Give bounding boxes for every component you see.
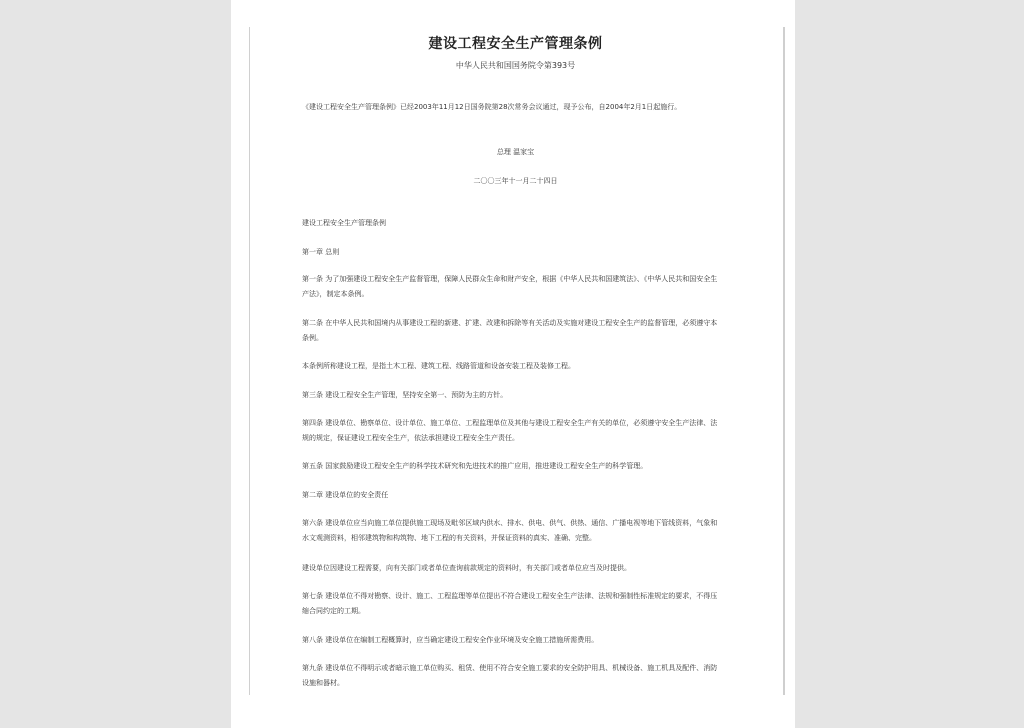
article-6: 第六条 建设单位应当向施工单位提供施工现场及毗邻区域内供水、排水、供电、供气、供热、通信、广播电视等地下管线资料，气象和水文观测资料，相邻建筑物和构筑物、地下工程的有关资料，并保证资料的真实、准确、完整。 [302,519,718,542]
chapter-heading: 第二章 建设单位的安全责任 [302,491,389,499]
article-2-definition: 本条例所称建设工程，是指土木工程、建筑工程、线路管道和设备安装工程及装修工程。 [302,362,575,370]
intro-paragraph: 《建设工程安全生产管理条例》已经2003年11月12日国务院第28次常务会议通过，现予公布，自2004年2月1日起施行。 [302,103,682,111]
article-4: 第四条 建设单位、勘察单位、设计单位、施工单位、工程监理单位及其他与建设工程安全生产有关的单位，必须遵守安全生产法律、法规的规定，保证建设工程安全生产，依法承担建设工程安全生产责任。 [302,419,718,442]
article-6-paragraph-2: 建设单位因建设工程需要，向有关部门或者单位查询前款规定的资料时，有关部门或者单位应当及时提供。 [302,564,631,572]
article-3: 第三条 建设工程安全生产管理，坚持安全第一、预防为主的方针。 [302,391,508,399]
article-1: 第一条 为了加强建设工程安全生产监督管理，保障人民群众生命和财产安全，根据《中华人民共和国建筑法》、《中华人民共和国安全生产法》，制定本条例。 [302,275,718,298]
article-5: 第五条 国家鼓励建设工程安全生产的科学技术研究和先进技术的推广应用，推进建设工程安全生产的科学管理。 [302,462,648,470]
article-8: 第八条 建设单位在编制工程概算时，应当确定建设工程安全作业环境及安全施工措施所需费用。 [302,636,599,644]
signature: 总理 温家宝 [496,148,535,156]
regulation-subtitle: 建设工程安全生产管理条例 [302,219,386,227]
chapter-heading: 第一章 总则 [302,248,340,256]
article-9: 第九条 建设单位不得明示或者暗示施工单位购买、租赁、使用不符合安全施工要求的安全防护用具、机械设备、施工机具及配件、消防设施和器材。 [302,664,718,687]
document-title: 建设工程安全生产管理条例 [428,36,603,52]
decree-number: 中华人民共和国国务院令第393号 [455,61,576,70]
article-7: 第七条 建设单位不得对勘察、设计、施工、工程监理等单位提出不符合建设工程安全生产法律、法规和强制性标准规定的要求，不得压缩合同约定的工期。 [302,592,718,615]
article-2: 第二条 在中华人民共和国境内从事建设工程的新建、扩建、改建和拆除等有关活动及实施对建设工程安全生产的监督管理，必须遵守本条例。 [302,319,718,342]
issue-date: 二〇〇三年十一月二十四日 [473,177,558,185]
